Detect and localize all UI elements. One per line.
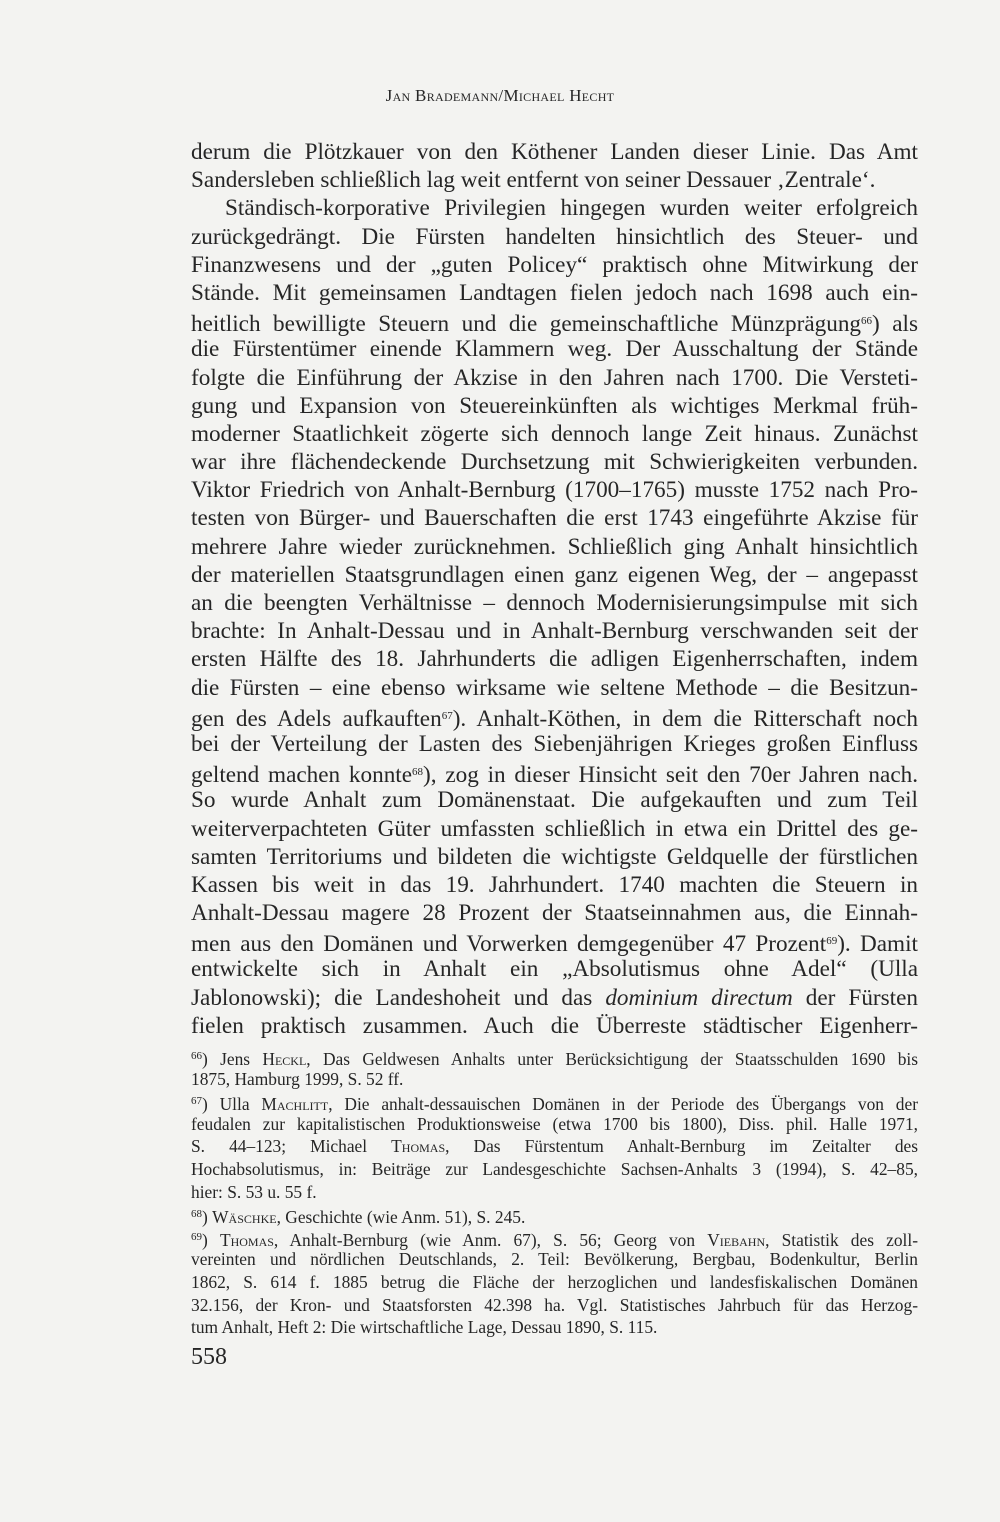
footnote-67-line: hier: S. 53 u. 55 f. [191,1181,317,1202]
text-segment: ). Damit [837,931,918,958]
footnote-66-line: 1875, Hamburg 1999, S. 52 ff. [191,1068,404,1089]
author-name: Heckl [262,1049,307,1069]
text-line: testen von Bürger- und Bauerschaften die erst 1743 eingeführte Akzise für [191,505,918,532]
text-segment: geltend machen konnte [191,762,413,789]
footnote-marker[interactable]: 69 [826,935,838,948]
text-segment: ). Anhalt-Köthen, in dem die Ritterschaft noch [452,705,919,732]
page-number: 558 [191,1344,227,1370]
text-line [191,927,918,958]
footnote-number: 69 [191,1230,202,1243]
text-line: mehrere Jahre wieder zurücknehmen. Schließlich ging Anhalt hinsichtlich [191,533,918,560]
text-line: samten Territoriums und bildeten die wichtigste Geldquelle der fürstlichen [191,843,918,870]
footnote-67-line: Hochabsolutismus, in: Beiträge zur Landesgeschichte Sachsen-Anhalts 3 (1994), S. 42–85, [191,1158,918,1179]
footnote-67-line [191,1135,918,1158]
text-segment: ) als [872,311,919,338]
footnote-69-line [191,1226,918,1249]
text-line [191,758,918,789]
footnote-text: , Geschichte (wie Anm. 51), S. 245. [276,1207,526,1228]
footnote-67-line: feudalen zur kapitalistischen Produktionsweise (etwa 1700 bis 1800), Diss. phil. Halle 1971, [191,1113,918,1134]
text-segment: men aus den Domänen und Vorwerken demgegenüber 47 Prozent [191,931,827,958]
text-line: ersten Hälfte des 18. Jahrhunderts die adligen Eigenherrschaften, indem [191,646,918,673]
footnote-69-line: 1862, S. 614 f. 1885 betrug die Fläche der herzoglichen und landesfiskalischen Domänen [191,1271,918,1292]
author-name: Wäschke [212,1207,277,1228]
text-line: Finanzwesens und der „guten Policey“ praktisch ohne Mitwirkung der [191,251,918,278]
text-line: war ihre flächendeckende Durchsetzung mit Schwierigkeiten verbunden. [191,449,918,476]
text-line: Ständisch-korporative Privilegien hingegen wurden weiter erfolgreich [225,195,918,222]
text-line: fielen praktisch zusammen. Auch die Überreste städtischer Eigenherr- [191,1012,918,1039]
text-line: Sandersleben schließlich lag weit entfernt von seiner Dessauer ‚Zentrale‘. [191,167,876,194]
footnote-67-line [191,1090,918,1113]
text-line: Stände. Mit gemeinsamen Landtagen fielen jedoch nach 1698 auch ein- [191,279,918,306]
footnote-text: ) [202,1229,220,1250]
text-line: moderner Staatlichkeit zögerte sich dennoch lange Zeit hinaus. Zunächst [191,420,918,447]
author-name: Viebahn [707,1229,766,1250]
footnote-text: ) [202,1207,213,1228]
text-line: folgte die Einführung der Akzise in den Jahren nach 1700. Die Versteti- [191,364,918,391]
text-segment: gen des Adels aufkauften [191,705,442,732]
author-name: Thomas [219,1229,274,1250]
text-line: die Fürstentümer einende Klammern weg. Der Ausschaltung der Stände [191,336,918,363]
footnote-marker[interactable]: 68 [412,766,424,779]
footnote-number: 68 [191,1208,202,1221]
text-segment: der Fürsten [792,984,918,1011]
text-line: Anhalt-Dessau magere 28 Prozent der Staatseinnahmen aus, die Einnah- [191,900,918,927]
text-segment: ), zog in dieser Hinsicht seit den 70er Jahren nach. [423,762,918,789]
text-line: gung und Expansion von Steuereinkünften als wichtiges Merkmal früh- [191,392,918,419]
footnote-69-line: 32.156, der Kron- und Staatsforsten 42.398 ha. Vgl. Statistisches Jahrbuch für das Herzog- [191,1294,918,1315]
footnotes [191,1045,918,1339]
text-line: Kassen bis weit in das 19. Jahrhundert. 1740 machten die Steuern in [191,871,918,898]
footnote-text: , Anhalt-Bernburg (wie Anm. 67), S. 56; Georg von [273,1229,708,1250]
text-line: der materiellen Staatsgrundlagen einen ganz eigenen Weg, der – angepasst [191,561,918,588]
footnote-66-line [191,1045,918,1068]
author-name: Machlitt [261,1094,329,1115]
footnote-text: ) Ulla [202,1094,262,1115]
footnote-text: , Die anhalt-dessauischen Domänen in der Periode des Übergangs von der [328,1094,919,1115]
footnote-text: , Das Fürstentum Anhalt-Bernburg im Zeitalter des [445,1136,918,1157]
text-segment: Jablonowski); die Landeshoheit und das [191,984,606,1011]
text-line: derum die Plötzkauer von den Köthener Landen dieser Linie. Das Amt [191,139,918,165]
footnote-text: S. 44–123; Michael [191,1136,392,1157]
text-line [191,702,918,730]
author-name: Thomas [391,1136,446,1157]
text-line: So wurde Anhalt zum Domänenstaat. Die aufgekauften und zum Teil [191,787,918,814]
main-text [191,138,918,1040]
footnote-number: 67 [191,1095,202,1108]
text-line: weiterverpachteten Güter umfassten schließlich in etwa ein Drittel des ge- [191,815,918,842]
footnote-number: 66 [191,1050,202,1062]
text-line: brachte: In Anhalt-Dessau und in Anhalt-Bernburg verschwanden seit der [191,618,918,645]
running-header: Jan Brademann/Michael Hecht [385,86,615,105]
text-line: Viktor Friedrich von Anhalt-Bernburg (1700–1765) musste 1752 nach Pro- [191,477,918,504]
italic-term: dominium directum [605,984,793,1011]
text-line: entwickelte sich in Anhalt ein „Absolutismus ohne Adel“ (Ulla [191,956,918,983]
text-line: die Fürsten – eine ebenso wirksame wie seltene Methode – die Besitzun- [191,674,918,701]
footnote-68-line [191,1203,918,1226]
text-line: bei der Verteilung der Lasten des Siebenjährigen Krieges großen Einfluss [191,730,918,757]
text-line [191,984,918,1012]
footnote-text: ) Jens [202,1049,263,1069]
footnote-marker[interactable]: 66 [861,315,873,328]
footnote-69-line: vereinten und nördlichen Deutschlands, 2. Teil: Bevölkerung, Bergbau, Bodenkultur, Berlin [191,1249,918,1270]
text-line: an die beengten Verhältnisse – dennoch Modernisierungsimpulse mit sich [191,590,918,616]
text-segment: heitlich bewilligte Steuern und die gemeinschaftliche Münzprägung [191,311,862,338]
footnote-marker[interactable]: 67 [441,709,453,722]
footnote-69-line: tum Anhalt, Heft 2: Die wirtschaftliche Lage, Dessau 1890, S. 115. [191,1317,658,1338]
text-line: zurückgedrängt. Die Fürsten handelten hinsichtlich des Steuer- und [191,223,918,250]
text-line [191,307,919,338]
footnote-text: , Statistik des zoll- [765,1229,918,1250]
footnote-text: , Das Geldwesen Anhalts unter Berücksichtigung der Staatsschulden 1690 bis [306,1049,919,1069]
